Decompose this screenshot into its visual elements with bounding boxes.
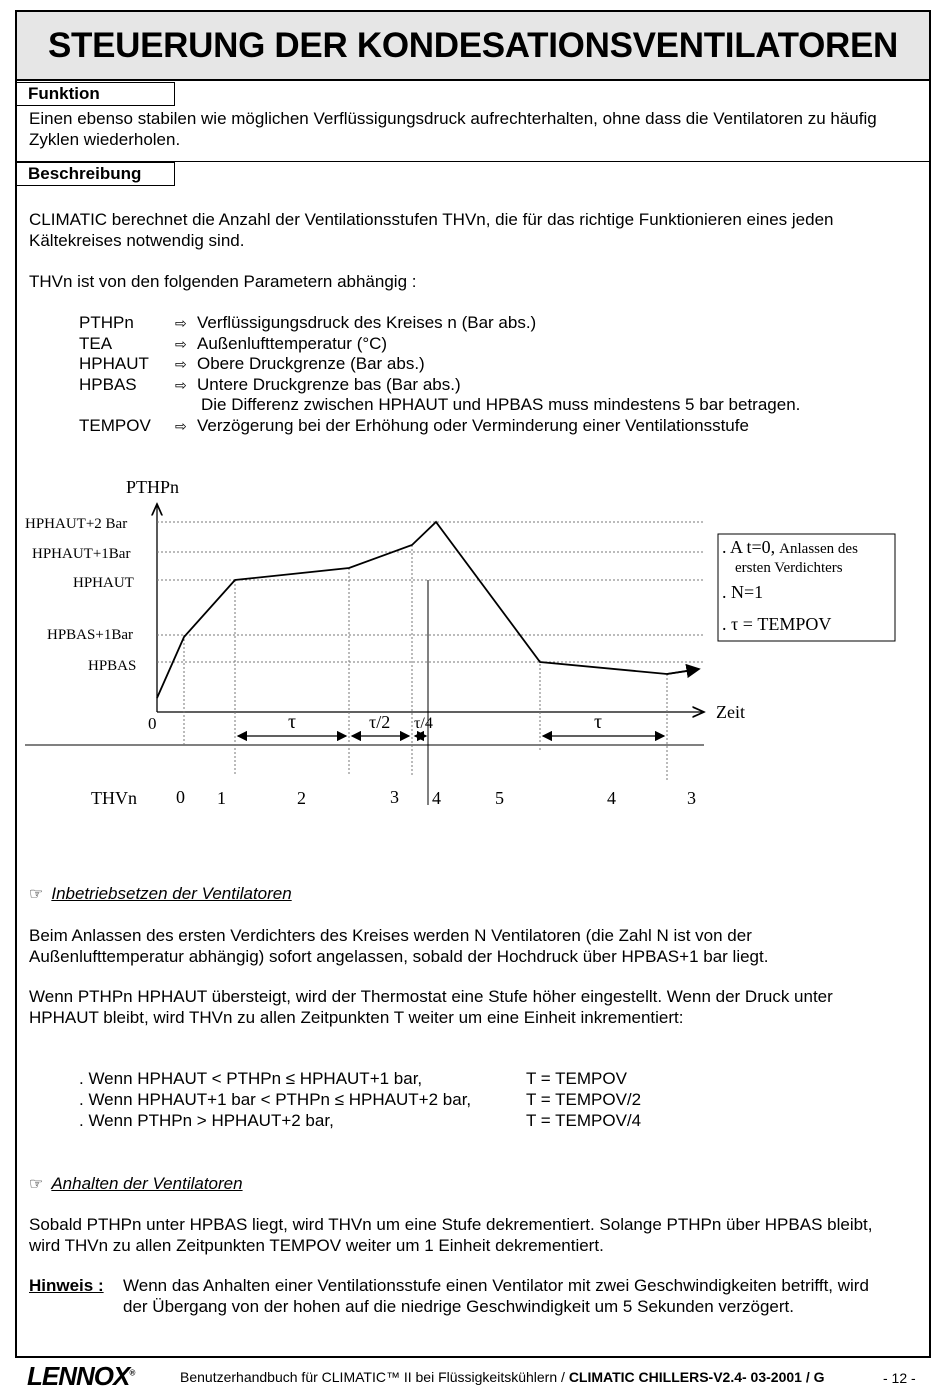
param-name: TEMPOV: [79, 415, 151, 435]
pressure-time-diagram: [0, 470, 950, 830]
page-number: - 12 -: [883, 1370, 916, 1386]
legend-line1b: ersten Verdichters: [735, 560, 843, 576]
footer-text: [180, 1369, 825, 1385]
condition-row: [79, 1089, 642, 1110]
param-row: [79, 395, 800, 416]
beschreibung-p1-line2: Kältekreises notwendig sind.: [29, 231, 245, 250]
legend-line3: . τ = TEMPOV: [722, 614, 832, 634]
pressure-curve: [157, 522, 694, 698]
thvn-value: 3: [687, 788, 696, 808]
beschreibung-p2: THVn ist von den folgenden Parametern abhängig :: [29, 272, 417, 291]
condition-row: [79, 1110, 642, 1131]
stop-p1: [29, 1214, 873, 1256]
condition-result: T = TEMPOV: [526, 1069, 627, 1088]
footer: [0, 1358, 950, 1394]
pointing-hand-icon: ☞: [29, 1176, 44, 1193]
stop-p1-line2: wird THVn zu allen Zeitpunkten TEMPOV weiter um 1 Einheit dekrementiert.: [29, 1236, 604, 1255]
pointing-hand-icon: ☞: [29, 886, 44, 903]
start-p2-line2: HPHAUT bleibt, wird THVn zu allen Zeitpunkten T weiter um eine Einheit inkrementiert:: [29, 1008, 684, 1027]
right-arrow-icon: ⇨: [175, 335, 187, 352]
condition-text: . Wenn PTHPn > HPHAUT+2 bar,: [79, 1111, 334, 1130]
legend-text: . A t=0,: [722, 537, 776, 557]
param-name: HPBAS: [79, 374, 137, 394]
y-axis-title: PTHPn: [126, 477, 180, 497]
level-label: HPHAUT+1Bar: [32, 546, 131, 562]
level-label: HPBAS: [88, 658, 137, 674]
legend-line2: . N=1: [722, 582, 764, 602]
condition-row: [79, 1068, 627, 1089]
thvn-label: THVn: [91, 788, 137, 808]
param-name: PTHPn: [79, 313, 134, 332]
param-row: [79, 354, 800, 375]
param-name: TEA: [79, 333, 113, 353]
param-desc: Untere Druckgrenze bas (Bar abs.): [197, 374, 461, 394]
lennox-logo: [27, 1361, 134, 1392]
thvn-value: 2: [297, 788, 306, 808]
level-lines: [157, 522, 704, 662]
tau-label: τ/2: [369, 712, 391, 732]
level-label: HPHAUT+2 Bar: [25, 516, 128, 532]
hint-label-text: Hinweis :: [29, 1276, 104, 1295]
beschreibung-label: Beschreibung: [17, 162, 175, 186]
param-desc: Verflüssigungsdruck des Kreises n (Bar abs.): [197, 313, 537, 332]
hint-line2: der Übergang von der hohen auf die niedrige Geschwindigkeit um 5 Sekunden verzögert.: [123, 1297, 794, 1316]
thvn-value: 4: [432, 788, 441, 808]
right-arrow-icon: ⇨: [175, 376, 187, 393]
registered-mark: ®: [129, 1368, 135, 1378]
condition-text: . Wenn HPHAUT+1 bar < PTHPn ≤ HPHAUT+2 bar,: [79, 1090, 472, 1109]
start-heading-text: Inbetriebsetzen der Ventilatoren: [51, 884, 292, 903]
x-axis-title: Zeit: [716, 702, 745, 722]
funktion-text: [29, 108, 877, 150]
right-arrow-icon: ⇨: [175, 417, 187, 434]
curve-arrowhead: [667, 669, 699, 674]
level-label: HPHAUT: [73, 575, 134, 591]
param-row: [79, 416, 800, 437]
tau-label: τ: [594, 711, 603, 733]
logo-text: LENNOX: [27, 1361, 130, 1391]
funktion-text-line2: Zyklen wiederholen.: [29, 130, 181, 149]
stop-p1-line1: Sobald PTHPn unter HPBAS liegt, wird THVn um eine Stufe dekrementiert. Solange PTHPn über HPBAS bleibt,: [29, 1215, 873, 1234]
start-p2: [29, 986, 833, 1028]
level-label: HPBAS+1Bar: [47, 627, 133, 643]
stop-heading: [29, 1173, 243, 1195]
right-arrow-icon: ⇨: [175, 315, 187, 331]
start-p2-line1: Wenn PTHPn HPHAUT übersteigt, wird der Thermostat eine Stufe höher eingestellt. Wenn der Druck unter: [29, 987, 833, 1006]
hint-line1: Wenn das Anhalten einer Ventilationsstufe einen Ventilator mit zwei Geschwindigkeiten betrifft, wird: [123, 1276, 869, 1295]
start-heading: [29, 883, 292, 905]
stop-heading-text: Anhalten der Ventilatoren: [51, 1174, 243, 1193]
thvn-value: 5: [495, 788, 504, 808]
beschreibung-p1: [29, 209, 834, 251]
condition-result: T = TEMPOV/4: [526, 1111, 642, 1130]
param-desc: Obere Druckgrenze (Bar abs.): [197, 354, 425, 373]
start-p1-line2: Außenlufttemperatur abhängig) sofort angelassen, sobald der Hochdruck über HPBAS+1 bar liegt.: [29, 947, 769, 966]
param-row: [79, 375, 800, 396]
tau-label: τ: [288, 711, 297, 733]
param-name: [79, 395, 175, 416]
legend-text: Anlassen des: [779, 541, 858, 557]
param-desc: Die Differenz zwischen HPHAUT und HPBAS muss mindestens 5 bar betragen.: [201, 395, 801, 414]
thvn-value: 1: [217, 788, 226, 808]
param-row: [79, 334, 800, 355]
condition-result: T = TEMPOV/2: [526, 1090, 642, 1109]
param-name: HPHAUT: [79, 354, 149, 373]
parameter-list: [79, 313, 800, 436]
funktion-label: Funktion: [17, 82, 175, 106]
funktion-text-line1: Einen ebenso stabilen wie möglichen Verflüssigungsdruck aufrechterhalten, ohne dass die Ventilatoren zu häufig: [29, 109, 877, 128]
title-bar: [15, 10, 931, 81]
footer-text-bold: CLIMATIC CHILLERS-V2.4- 03-2001 / G: [568, 1369, 825, 1385]
thvn-value: 4: [607, 788, 616, 808]
param-desc: Außenlufttemperatur (°C): [197, 333, 388, 353]
page-title: STEUERUNG DER KONDESATIONSVENTILATOREN: [47, 25, 899, 65]
thvn-value: 3: [390, 787, 399, 807]
start-p1: [29, 925, 768, 967]
hint-text: [123, 1275, 869, 1317]
hint-label: [29, 1275, 104, 1296]
beschreibung-p1-line1: CLIMATIC berechnet die Anzahl der Ventilationsstufen THVn, die für das richtige Funktionieren eines jeden: [29, 210, 834, 229]
condition-text: . Wenn HPHAUT < PTHPn ≤ HPHAUT+1 bar,: [79, 1069, 423, 1088]
origin-label: 0: [148, 714, 157, 733]
footer-text-regular: Benutzerhandbuch für CLIMATIC™ II bei Flüssigkeitskühlern /: [180, 1369, 569, 1385]
start-p1-line1: Beim Anlassen des ersten Verdichters des Kreises werden N Ventilatoren (die Zahl N ist von der: [29, 926, 752, 945]
param-desc: Verzögerung bei der Erhöhung oder Verminderung einer Ventilationsstufe: [197, 415, 749, 435]
param-row: [79, 313, 800, 334]
tau-label: τ/4: [414, 715, 433, 732]
thvn-value: 0: [176, 787, 185, 807]
right-arrow-icon: ⇨: [175, 356, 187, 372]
